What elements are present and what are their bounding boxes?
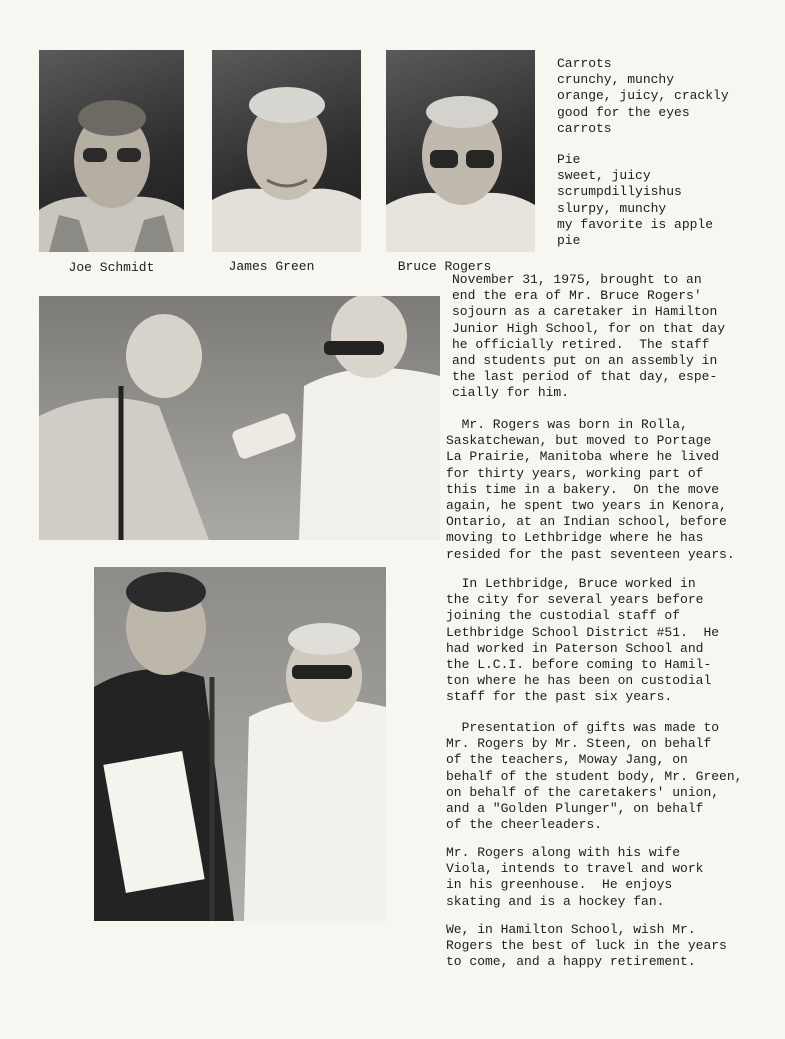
article-line: Presentation of gifts was made to bbox=[446, 720, 720, 735]
poem-line: orange, juicy, crackly bbox=[557, 88, 729, 104]
article-line: moving to Lethbridge where he has bbox=[446, 530, 704, 546]
article-line: for thirty years, working part of bbox=[446, 465, 704, 481]
article-paragraph bbox=[446, 720, 742, 833]
poem-line: sweet, juicy bbox=[557, 168, 651, 184]
article-line: of the cheerleaders. bbox=[446, 817, 603, 833]
poem-line: carrots bbox=[557, 120, 612, 136]
article-line: to come, and a happy retirement. bbox=[446, 954, 696, 970]
portrait-caption: James Green bbox=[228, 259, 315, 274]
poem-line: good for the eyes bbox=[557, 104, 690, 120]
article-line: skating and is a hockey fan. bbox=[446, 893, 665, 909]
article-line: Mr. Rogers by Mr. Steen, on behalf bbox=[446, 736, 712, 752]
portrait-caption: Bruce Rogers bbox=[397, 259, 492, 274]
article-line: of the teachers, Moway Jang, on bbox=[446, 752, 688, 768]
article-line: ton where he has been on custodial bbox=[446, 673, 712, 689]
article-line: Mr. Rogers was born in Rolla, bbox=[446, 417, 688, 432]
article-paragraph bbox=[446, 922, 727, 971]
poem-pie bbox=[557, 152, 713, 249]
article-line: joining the custodial staff of bbox=[446, 608, 681, 624]
article-line: Saskatchewan, but moved to Portage bbox=[446, 433, 712, 449]
article-line: Viola, intends to travel and work bbox=[446, 861, 704, 877]
article-line: the last period of that day, espe- bbox=[452, 369, 718, 385]
poem-line: pie bbox=[557, 233, 581, 249]
article-line: Junior High School, for on that day bbox=[452, 320, 726, 336]
article-line: in his greenhouse. He enjoys bbox=[446, 877, 673, 893]
article-line: on behalf of the caretakers' union, bbox=[446, 784, 720, 800]
poem-line: Pie bbox=[557, 152, 581, 167]
article-line: behalf of the student body, Mr. Green, bbox=[446, 768, 743, 784]
photo-gift-presentation bbox=[39, 296, 440, 540]
article-line: Lethbridge School District #51. He bbox=[446, 624, 720, 640]
portrait-caption: Joe Schmidt bbox=[68, 260, 155, 275]
article-line: Ontario, at an Indian school, before bbox=[446, 514, 727, 530]
portrait-photo-james-green bbox=[212, 50, 361, 252]
poem-line: Carrots bbox=[557, 56, 612, 71]
article-line: had worked in Paterson School and bbox=[446, 640, 704, 656]
article-line: again, he spent two years in Kenora, bbox=[446, 498, 727, 514]
article-paragraph bbox=[446, 576, 719, 706]
article-line: the L.C.I. before coming to Hamil- bbox=[446, 657, 712, 673]
article-line: he officially retired. The staff bbox=[452, 336, 710, 352]
article-line: We, in Hamilton School, wish Mr. bbox=[446, 922, 696, 937]
article-line: this time in a bakery. On the move bbox=[446, 481, 720, 497]
article-line: cially for him. bbox=[452, 385, 570, 401]
article-line: end the era of Mr. Bruce Rogers' bbox=[452, 288, 702, 304]
article-line: and students put on an assembly in bbox=[452, 353, 718, 369]
article-line: resided for the past seventeen years. bbox=[446, 546, 735, 562]
poem-carrots bbox=[557, 56, 729, 137]
article-line: Mr. Rogers along with his wife bbox=[446, 845, 681, 860]
photo-golden-plunger bbox=[94, 567, 386, 921]
article-line: November 31, 1975, brought to an bbox=[452, 272, 702, 287]
article-line: the city for several years before bbox=[446, 592, 704, 608]
article-line: In Lethbridge, Bruce worked in bbox=[446, 576, 696, 591]
article-line: La Prairie, Manitoba where he lived bbox=[446, 449, 720, 465]
poem-line: my favorite is apple bbox=[557, 216, 714, 232]
portrait-photo-bruce-rogers bbox=[386, 50, 535, 252]
article-paragraph bbox=[452, 272, 725, 402]
article-paragraph bbox=[446, 845, 703, 910]
portrait-photo-joe-schmidt bbox=[39, 50, 184, 252]
article-line: Rogers the best of luck in the years bbox=[446, 938, 727, 954]
poem-line: crunchy, munchy bbox=[557, 72, 675, 88]
poem-line: slurpy, munchy bbox=[557, 200, 667, 216]
article-line: staff for the past six years. bbox=[446, 689, 673, 705]
article-paragraph bbox=[446, 417, 735, 563]
poem-line: scrumpdillyishus bbox=[557, 184, 682, 200]
article-line: and a "Golden Plunger", on behalf bbox=[446, 801, 704, 817]
article-line: sojourn as a caretaker in Hamilton bbox=[452, 304, 718, 320]
